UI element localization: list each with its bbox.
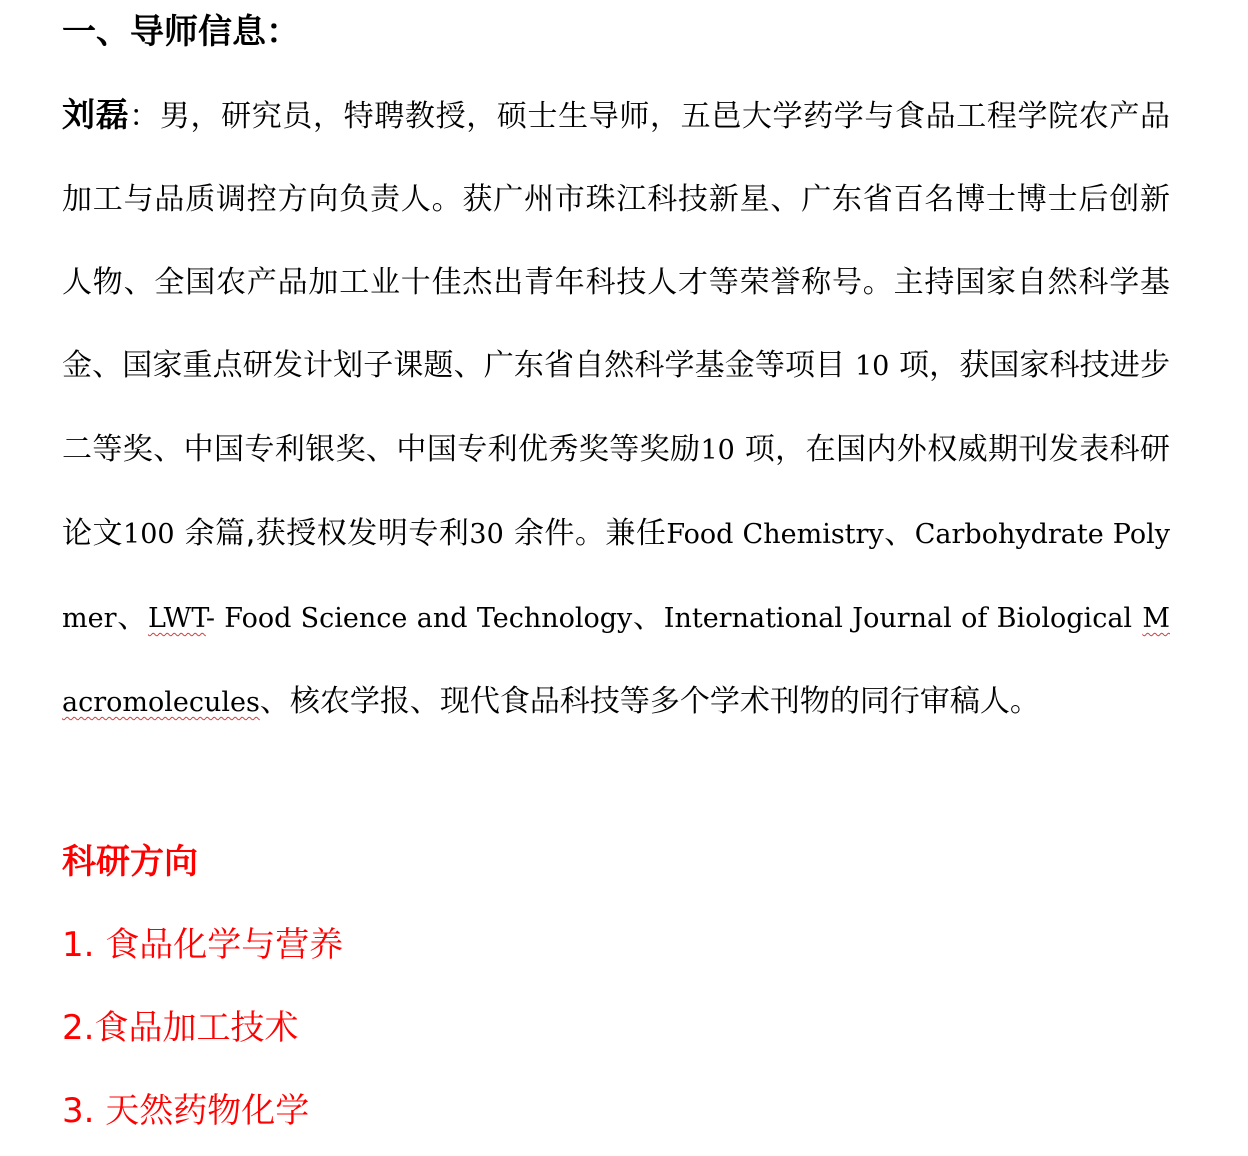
bio-text-5: 余件。兼任 [513, 516, 667, 551]
journal-separator: 、 [116, 600, 148, 635]
research-direction-list [62, 904, 343, 1153]
research-direction-title: 科研方向 [62, 842, 198, 882]
bio-text-2: 项，获国家科技进步二等奖、中国专利银奖、中国专利优秀奖等奖励 [62, 348, 1171, 467]
patent-count: 30 [469, 519, 504, 550]
journal-lwt-rest: - Food Science and Technology [205, 603, 633, 634]
research-direction-item: 1. 食品化学与营养 [62, 925, 344, 965]
journal-separator: 、 [883, 516, 915, 551]
journal-carbohydrate-polymer: Carbohydrate Polymer [62, 519, 1171, 634]
journal-separator: 、 [632, 600, 664, 635]
journal-lwt-abbr: LWT [147, 603, 206, 634]
journal-food-chemistry: Food Chemistry [666, 519, 884, 550]
bio-text-6: 、核农学报、现代食品科技等多个学术刊物的同行审稿人。 [259, 684, 1040, 719]
name-colon: ： [129, 99, 160, 134]
journal-ijbm-part2: Macromolecules [62, 603, 1170, 718]
research-direction-item: 2.食品加工技术 [62, 1008, 299, 1048]
research-direction-item: 3. 天然药物化学 [62, 1091, 310, 1131]
project-count: 10 [854, 351, 890, 382]
paper-count: 100 [123, 519, 175, 550]
advisor-name: 刘磊 [62, 95, 130, 134]
section-heading-advisor-info: 一、导师信息： [62, 12, 300, 52]
bio-text-3: 项，在国内外权威期刊发表科研论文 [62, 432, 1171, 551]
bio-text-4: 余篇,获授权发明专利 [184, 516, 470, 551]
advisor-bio-paragraph [62, 73, 1170, 744]
journal-ijbm-part1: International Journal of Biological [663, 603, 1133, 634]
bio-text-1: 男，研究员，特聘教授，硕士生导师，五邑大学药学与食品工程学院农产品加工与品质调控方向负责人。获广州市珠江科技新星、广东省百名博士博士后创新人物、全国农产品加工业十佳杰出青年科技人才等荣誉称号。主持国家自然科学基金、国家重点研发计划子课题、广东省自然科学基金等项目 [62, 99, 1171, 383]
award-count: 10 [700, 435, 735, 466]
